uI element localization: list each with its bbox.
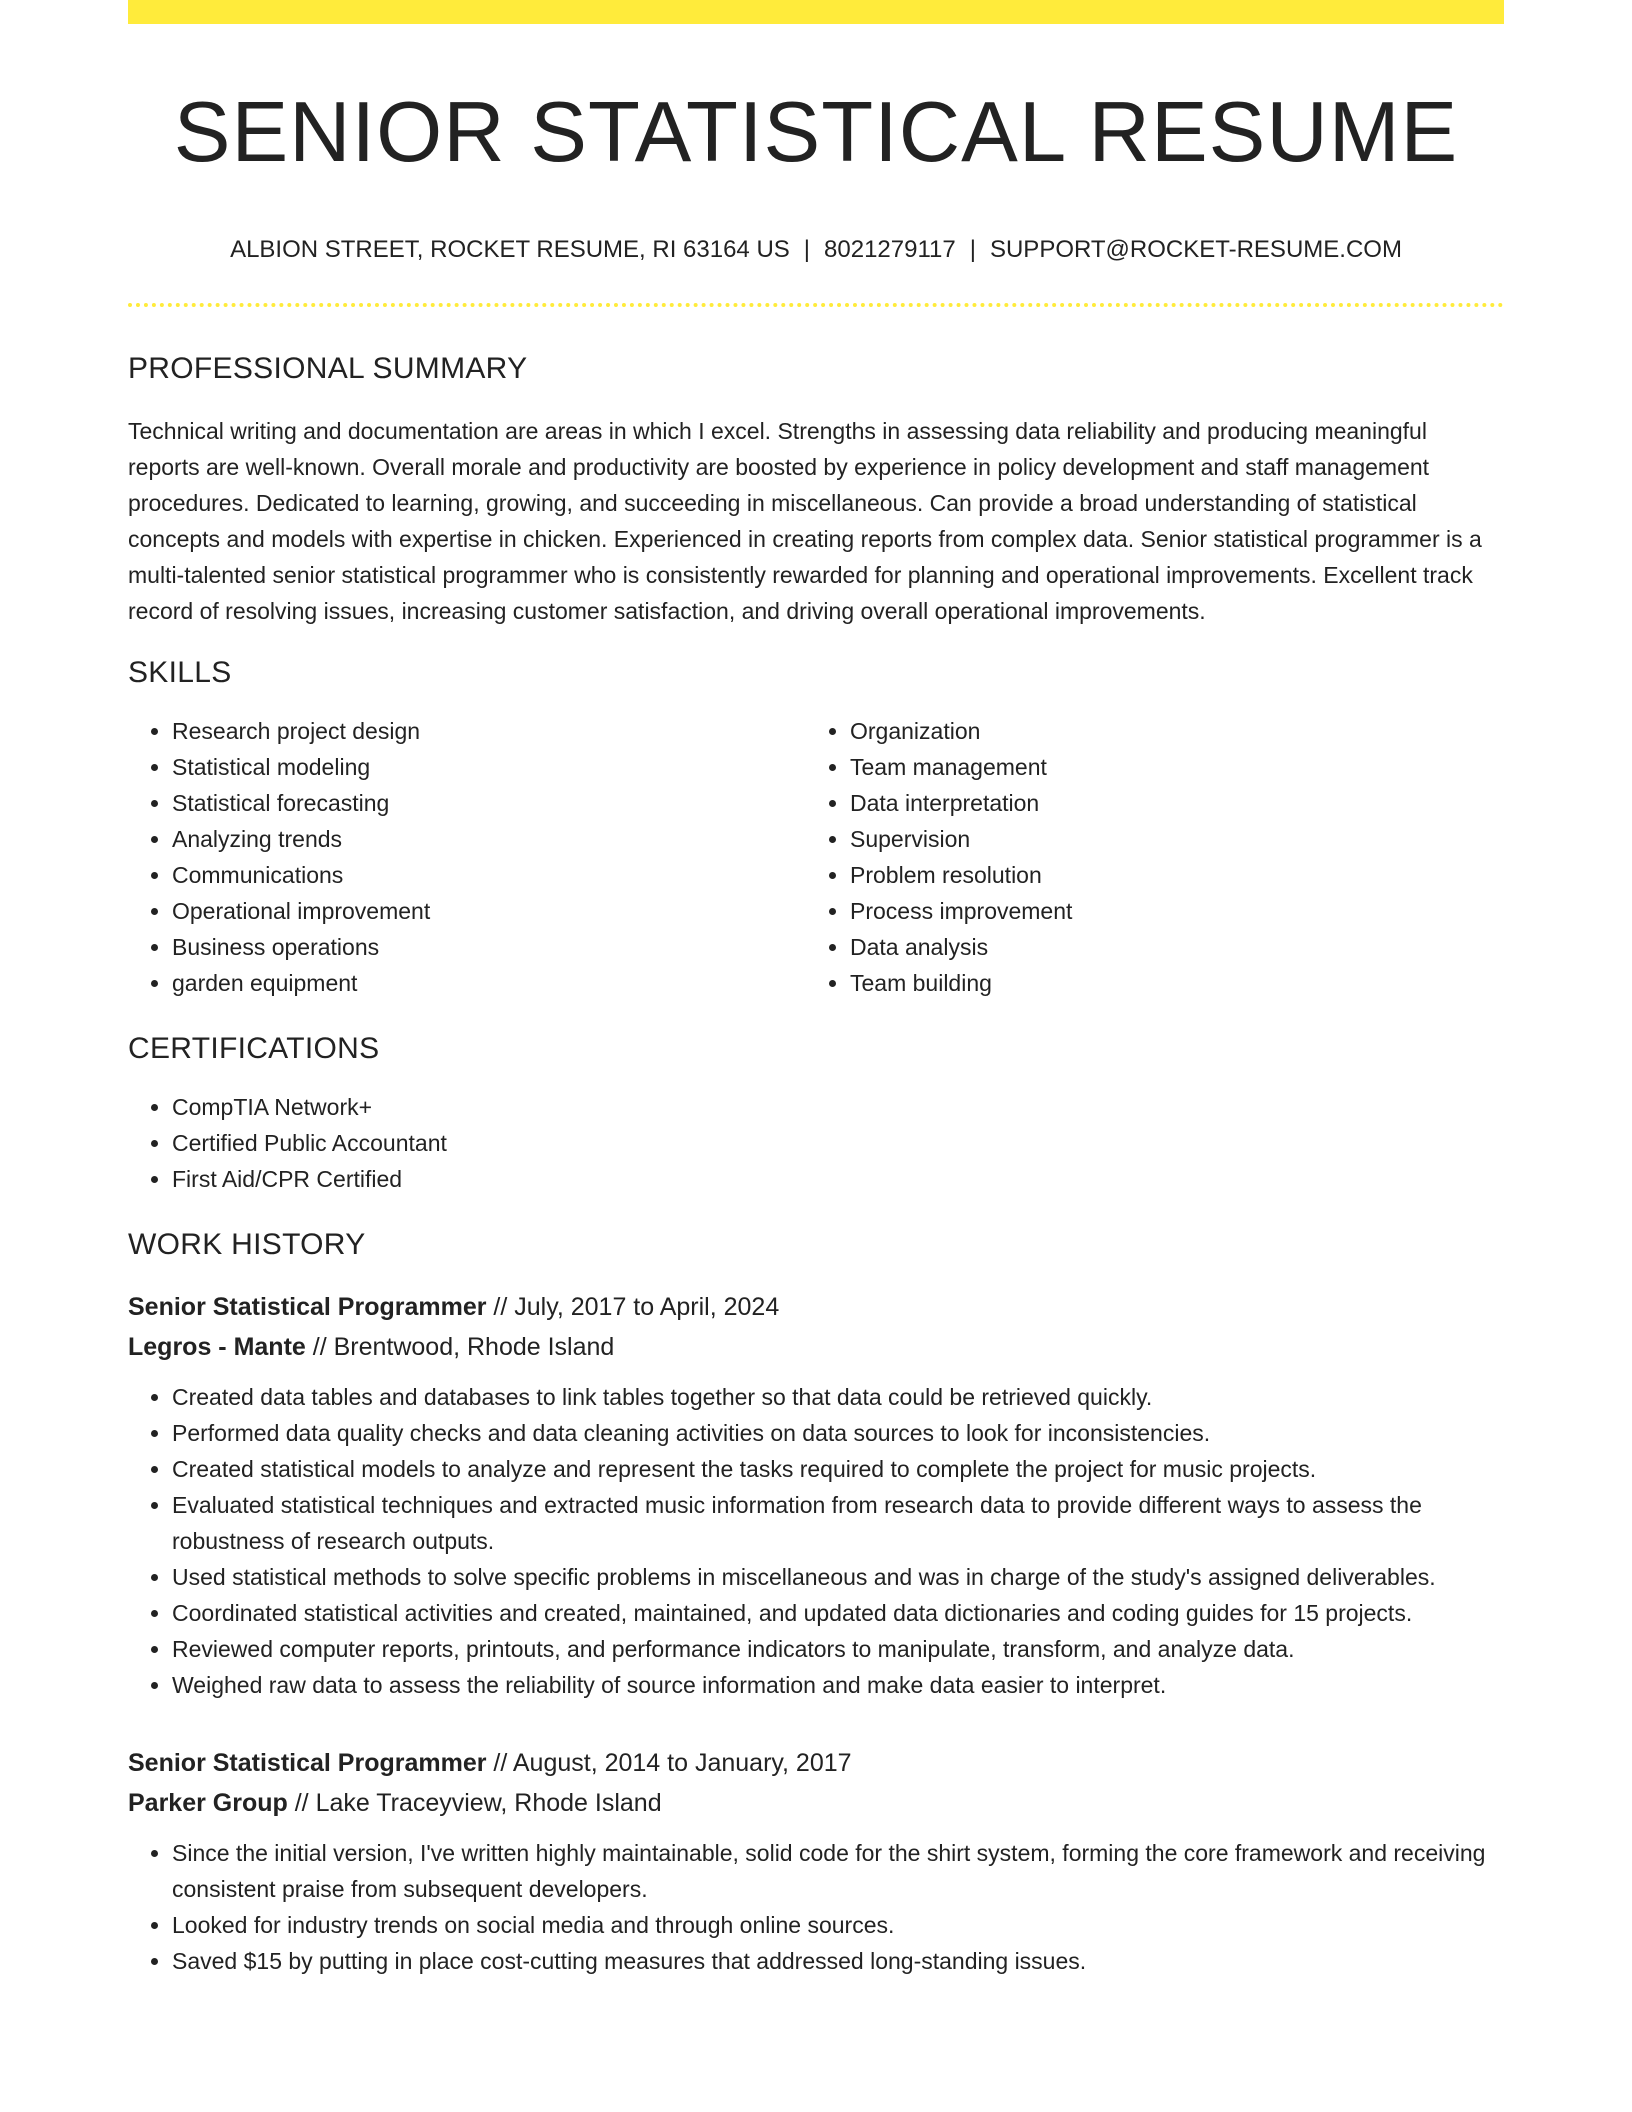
job-dates: // August, 2014 to January, 2017: [486, 1748, 852, 1777]
resume-page: [128, 0, 1504, 1979]
skill-item: • Communications: [172, 857, 806, 893]
certifications-list: [128, 1089, 1504, 1197]
contact-email: SUPPORT@ROCKET-RESUME.COM: [989, 236, 1402, 263]
job-role: Senior Statistical Programmer: [128, 1748, 487, 1777]
job-location: // Lake Traceyview, Rhode Island: [287, 1788, 662, 1817]
skills-column-right: [806, 713, 1484, 1001]
skills-column-left: [128, 713, 806, 1001]
skills-heading: SKILLS: [128, 655, 232, 689]
job-entry: [128, 1287, 1504, 1703]
job-entry: [128, 1743, 1504, 1979]
job-bullet: • Saved $15 by putting in place cost-cutting measures that addressed long-standing issues.: [172, 1943, 1504, 1979]
job-bullet-list: [128, 1835, 1504, 1979]
skill-item: • Business operations: [172, 929, 806, 965]
contact-separator: |: [803, 236, 811, 263]
skill-item: • Statistical forecasting: [172, 785, 806, 821]
summary-heading: PROFESSIONAL SUMMARY: [128, 351, 528, 385]
skill-item: • Operational improvement: [172, 893, 806, 929]
skill-item: • Team building: [850, 965, 1484, 1001]
skill-item: • Problem resolution: [850, 857, 1484, 893]
skill-item: • Team management: [850, 749, 1484, 785]
contact-address: ALBION STREET, ROCKET RESUME, RI 63164 US: [230, 236, 790, 263]
job-header: [128, 1743, 1504, 1823]
certifications-heading: CERTIFICATIONS: [128, 1031, 380, 1065]
job-bullet: • Coordinated statistical activities and created, maintained, and updated data dictionaries and coding guides for 15 projects.: [172, 1595, 1504, 1631]
job-company: Parker Group: [128, 1788, 288, 1817]
job-bullet: • Used statistical methods to solve specific problems in miscellaneous and was in charge of the study's assigned deliverables.: [172, 1559, 1504, 1595]
skill-item: • Supervision: [850, 821, 1484, 857]
skill-item: • garden equipment: [172, 965, 806, 1001]
contact-line: [128, 236, 1504, 265]
job-bullet: • Weighed raw data to assess the reliability of source information and make data easier to interpret.: [172, 1667, 1504, 1703]
resume-title: SENIOR STATISTICAL RESUME: [173, 85, 1459, 180]
skill-item: • Organization: [850, 713, 1484, 749]
job-company-line: [128, 1327, 1504, 1367]
skill-item: • Data interpretation: [850, 785, 1484, 821]
skill-item: • Process improvement: [850, 893, 1484, 929]
job-role-line: [128, 1287, 1504, 1327]
skills-list-left: [128, 713, 806, 1001]
job-company: Legros - Mante: [128, 1332, 306, 1361]
contact-separator: |: [969, 236, 976, 263]
job-dates: // July, 2017 to April, 2024: [486, 1292, 780, 1321]
dotted-divider: [128, 303, 1504, 307]
job-header: [128, 1287, 1504, 1367]
skills-columns: [128, 713, 1504, 1001]
accent-bar: [128, 0, 1504, 24]
skill-item: • Statistical modeling: [172, 749, 806, 785]
contact-phone: 8021279117: [824, 236, 956, 263]
skills-list-right: [806, 713, 1484, 1001]
job-location: // Brentwood, Rhode Island: [305, 1332, 615, 1361]
skill-item: • Data analysis: [850, 929, 1484, 965]
job-bullet: • Evaluated statistical techniques and extracted music information from research data to provide different ways to assess the robustness of research outputs.: [172, 1487, 1504, 1559]
certification-item: • Certified Public Accountant: [172, 1125, 1504, 1161]
job-bullet-list: [128, 1379, 1504, 1703]
skill-item: • Research project design: [172, 713, 806, 749]
job-bullet: • Created data tables and databases to link tables together so that data could be retrieved quickly.: [172, 1379, 1504, 1415]
certification-item: • CompTIA Network+: [172, 1089, 1504, 1125]
job-bullet: • Looked for industry trends on social media and through online sources.: [172, 1907, 1504, 1943]
skill-item: • Analyzing trends: [172, 821, 806, 857]
job-company-line: [128, 1783, 1504, 1823]
summary-text: Technical writing and documentation are areas in which I excel. Strengths in assessing data reliability and producing meaningful reports are well-known. Overall morale and productivity are boosted by experience in policy development and staff management procedures. Dedicated to learning, growing, and succeeding in miscellaneous. Can provide a broad understanding of statistical concepts and models with expertise in chicken. Experienced in creating reports from complex data. Senior statistical programmer is a multi-talented senior statistical programmer who is consistently rewarded for planning and operational improvements. Excellent track record of resolving issues, increasing customer satisfaction, and driving overall operational improvements.: [128, 417, 1482, 624]
job-bullet: • Performed data quality checks and data cleaning activities on data sources to look for inconsistencies.: [172, 1415, 1504, 1451]
job-bullet: • Reviewed computer reports, printouts, and performance indicators to manipulate, transform, and analyze data.: [172, 1631, 1504, 1667]
job-role: Senior Statistical Programmer: [128, 1292, 487, 1321]
job-bullet: • Created statistical models to analyze and represent the tasks required to complete the project for music projects.: [172, 1451, 1504, 1487]
certification-item: • First Aid/CPR Certified: [172, 1161, 1504, 1197]
job-bullet: • Since the initial version, I've written highly maintainable, solid code for the shirt system, forming the core framework and receiving consistent praise from subsequent developers.: [172, 1835, 1504, 1907]
work-history-heading: WORK HISTORY: [128, 1227, 366, 1261]
job-role-line: [128, 1743, 1504, 1783]
